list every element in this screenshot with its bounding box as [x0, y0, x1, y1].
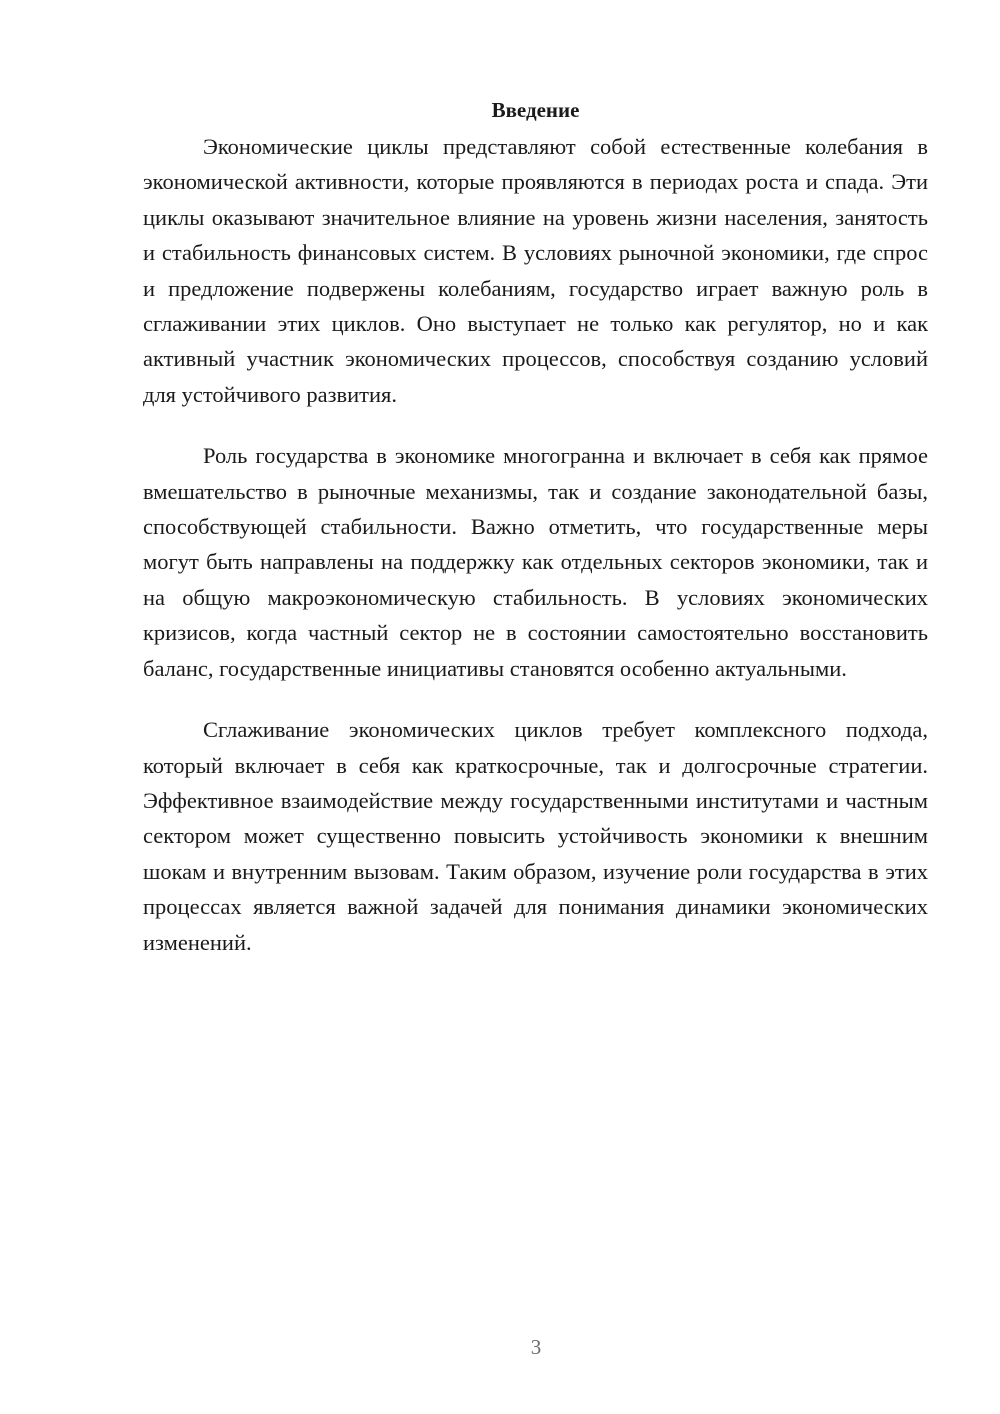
paragraph-1: Экономические циклы представляют собой естественные колебания в экономической активности, которые проявляются в периодах роста и спада. Эти циклы оказывают значительное влияние на уровень жизни населения, занятость и стабильность финансовых систем. В условиях рыночной экономики, где спрос и предложение подвержены колебаниям, государство играет важную роль в сглаживании этих циклов. Оно выступает не только как регулятор, но и как активный участник экономических процессов, способствуя созданию условий для устойчивого развития.: [143, 134, 928, 407]
page-content: [143, 95, 928, 986]
paragraph-3: Сглаживание экономических циклов требует комплексного подхода, который включает в себя как краткосрочные, так и долгосрочные стратегии. Эффективное взаимодействие между государственными институтами и частным сектором может существенно повысить устойчивость экономики к внешним шокам и внутренним вызовам. Таким образом, изучение роли государства в этих процессах является важной задачей для понимания динамики экономических изменений.: [143, 717, 928, 955]
page-number: 3: [530, 1335, 542, 1359]
section-title: Введение: [491, 98, 580, 122]
paragraph-2: Роль государства в экономике многогранна и включает в себя как прямое вмешательство в рыночные механизмы, так и создание законодательной базы, способствующей стабильности. Важно отметить, что государственные меры могут быть направлены на поддержку как отдельных секторов экономики, так и на общую макроэкономическую стабильность. В условиях экономических кризисов, когда частный сектор не в состоянии самостоятельно восстановить баланс, государственные инициативы становятся особенно актуальными.: [143, 443, 928, 681]
